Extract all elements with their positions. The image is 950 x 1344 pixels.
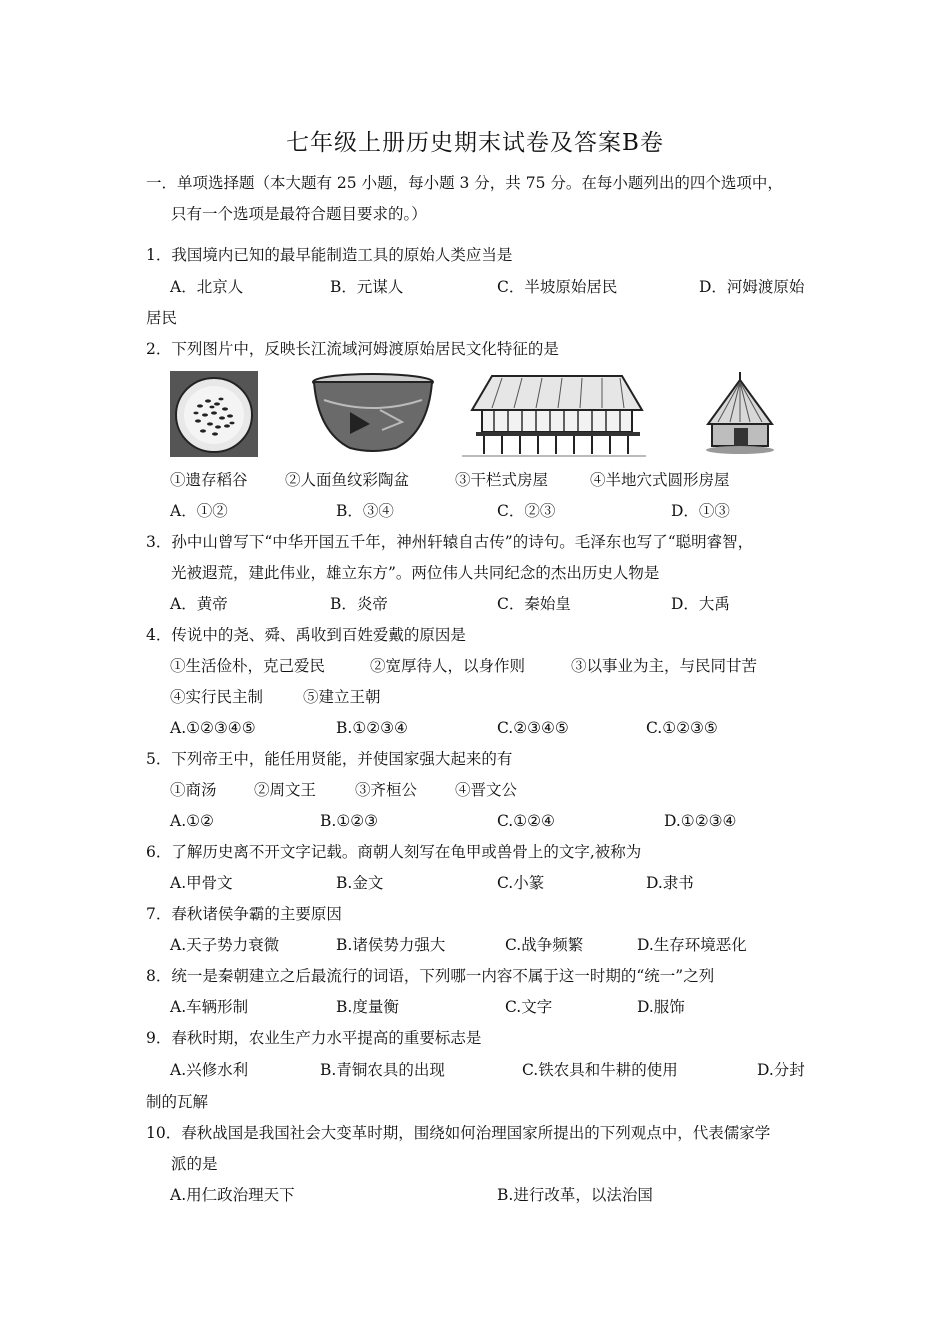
q10-option-b: B.进行改革，以法治国 xyxy=(497,1186,653,1204)
q3-stem-line1: 3．孙中山曾写下“中华开国五千年，神州轩辕自古传”的诗句。毛泽东也写了“聪明睿智， xyxy=(146,533,754,551)
painted-pottery-basin-image xyxy=(310,372,436,454)
q5-option-c: C.①②④ xyxy=(497,812,555,830)
q9-option-d-wrap: 制的瓦解 xyxy=(146,1093,209,1111)
q8-option-c: C.文字 xyxy=(505,998,553,1016)
q10-stem-line2: 派的是 xyxy=(171,1155,218,1173)
q7-stem: 7．春秋诸侯争霸的主要原因 xyxy=(146,905,342,923)
q5-option-a: A.①② xyxy=(170,812,214,830)
q7-option-d: D.生存环境恶化 xyxy=(637,936,747,954)
q9-option-d: D.分封 xyxy=(757,1061,805,1079)
q7-option-c: C.战争频繁 xyxy=(505,936,584,954)
q3-option-d: D．大禹 xyxy=(671,595,730,613)
q4-option-a: A.①②③④⑤ xyxy=(170,719,256,737)
q1-option-c: C．半坡原始居民 xyxy=(497,278,618,296)
q5-item-1: ①商汤 xyxy=(170,781,217,799)
q10-stem-line1: 10．春秋战国是我国社会大变革时期，围绕如何治理国家所提出的下列观点中，代表儒家学 xyxy=(146,1124,771,1142)
q1-stem: 1．我国境内已知的最早能制造工具的原始人类应当是 xyxy=(146,246,513,264)
q4-item-4: ④实行民主制 xyxy=(170,688,264,706)
q2-stem: 2．下列图片中，反映长江流域河姆渡原始居民文化特征的是 xyxy=(146,340,559,358)
q9-stem: 9．春秋时期，农业生产力水平提高的重要标志是 xyxy=(146,1029,482,1047)
q9-option-c: C.铁农具和牛耕的使用 xyxy=(522,1061,678,1079)
q5-item-3: ③齐桓公 xyxy=(355,781,418,799)
q10-option-a: A.用仁政治理天下 xyxy=(170,1186,295,1204)
section-heading-line2: 只有一个选项是最符合题目要求的。） xyxy=(171,205,427,223)
page-title: 七年级上册历史期末试卷及答案B卷 xyxy=(286,130,664,156)
q8-option-a: A.车辆形制 xyxy=(170,998,249,1016)
q7-option-b: B.诸侯势力强大 xyxy=(336,936,446,954)
q6-option-a: A.甲骨文 xyxy=(170,874,233,892)
q6-option-c: C.小篆 xyxy=(497,874,545,892)
q6-stem: 6．了解历史离不开文字记载。商朝人刻写在龟甲或兽骨上的文字,被称为 xyxy=(146,843,642,861)
q4-option-c: C.②③④⑤ xyxy=(497,719,569,737)
q2-caption-3: ③干栏式房屋 xyxy=(455,471,549,489)
stilt-house-image xyxy=(462,370,646,458)
q2-option-d: D．①③ xyxy=(671,502,730,520)
pit-round-house-image xyxy=(704,372,776,456)
q9-option-b: B.青铜农具的出现 xyxy=(320,1061,445,1079)
q2-caption-4: ④半地穴式圆形房屋 xyxy=(590,471,730,489)
q7-option-a: A.天子势力衰微 xyxy=(170,936,280,954)
q2-option-c: C．②③ xyxy=(497,502,556,520)
rice-grains-image xyxy=(170,371,258,457)
q1-option-b: B．元谋人 xyxy=(330,278,404,296)
q4-item-1: ①生活俭朴，克己爱民 xyxy=(170,657,326,675)
q8-option-d: D.服饰 xyxy=(637,998,685,1016)
q2-caption-2: ②人面鱼纹彩陶盆 xyxy=(285,471,410,489)
q6-option-d: D.隶书 xyxy=(646,874,694,892)
q1-option-a: A．北京人 xyxy=(170,278,244,296)
q4-option-b: B.①②③④ xyxy=(336,719,408,737)
q3-option-c: C．秦始皇 xyxy=(497,595,571,613)
q4-stem: 4．传说中的尧、舜、禹收到百姓爱戴的原因是 xyxy=(146,626,466,644)
q4-option-d: C.①②③⑤ xyxy=(646,719,718,737)
q5-item-2: ②周文王 xyxy=(254,781,317,799)
q3-option-b: B．炎帝 xyxy=(330,595,388,613)
q8-stem: 8．统一是秦朝建立之后最流行的词语，下列哪一内容不属于这一时期的“统一”之列 xyxy=(146,967,715,985)
q5-option-b: B.①②③ xyxy=(320,812,379,830)
q1-option-d-wrap: 居民 xyxy=(146,309,178,327)
q2-option-b: B．③④ xyxy=(336,502,394,520)
q4-item-5: ⑤建立王朝 xyxy=(303,688,381,706)
section-heading-line1: 一．单项选择题（本大题有 25 小题，每小题 3 分，共 75 分。在每小题列出的四个选项中， xyxy=(146,174,783,192)
q4-item-2: ②宽厚待人，以身作则 xyxy=(370,657,526,675)
q3-option-a: A．黄帝 xyxy=(170,595,228,613)
q4-item-3: ③以事业为主，与民同甘苦 xyxy=(571,657,758,675)
q3-stem-line2: 光被遐荒，建此伟业，雄立东方”。两位伟人共同纪念的杰出历史人物是 xyxy=(171,564,660,582)
q5-stem: 5．下列帝王中，能任用贤能，并使国家强大起来的有 xyxy=(146,750,513,768)
q6-option-b: B.金文 xyxy=(336,874,384,892)
q2-caption-1: ①遗存稻谷 xyxy=(170,471,248,489)
q2-option-a: A．①② xyxy=(170,502,228,520)
q1-option-d: D．河姆渡原始 xyxy=(699,278,805,296)
q9-option-a: A.兴修水利 xyxy=(170,1061,249,1079)
q5-item-4: ④晋文公 xyxy=(455,781,518,799)
q5-option-d: D.①②③④ xyxy=(664,812,737,830)
q8-option-b: B.度量衡 xyxy=(336,998,399,1016)
